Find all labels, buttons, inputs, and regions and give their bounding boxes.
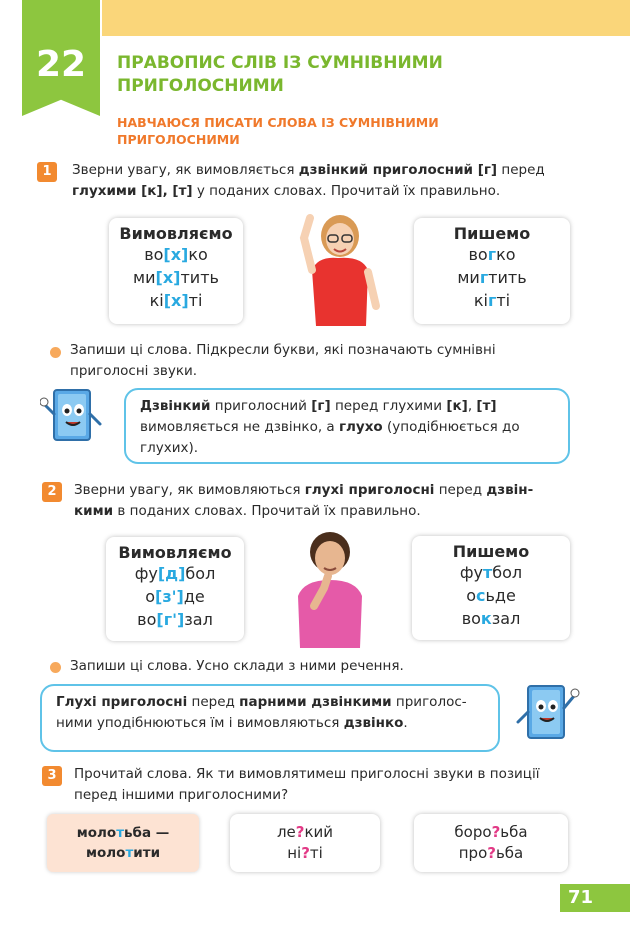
word-line: вогко xyxy=(468,245,516,264)
word-line: боро?ьба xyxy=(454,823,528,841)
lesson-subtitle: НАВЧАЮСЯ ПИСАТИ СЛОВА ІЗ СУМНІВНИМИ ПРИГОЛОСНИМИ xyxy=(117,115,439,147)
book-mascot-icon xyxy=(512,678,582,748)
task1-exercise: Запиши ці слова. Підкресли букви, які позначають сумнівні приголосні звуки. xyxy=(70,342,496,379)
book-mascot-icon xyxy=(40,384,106,448)
card-heading: Пишемо xyxy=(453,224,531,243)
page-number: 71 xyxy=(560,884,630,912)
task3-instruction: Прочитай слова. Як ти вимовлятимеш приголосні звуки в позиції перед іншими приголосними? xyxy=(74,766,540,803)
word-line: кігті xyxy=(473,291,511,310)
rule-bubble-2: Глухі приголосні перед парними дзвінкими приголос- ними уподібнюються їм і вимовляються дзвінко. xyxy=(40,684,500,752)
word-line: во[х]ко xyxy=(144,245,208,264)
word-line: кі[х]ті xyxy=(149,291,203,310)
word-card xyxy=(414,814,568,872)
bullet-dot xyxy=(50,662,61,673)
word-line: мигтить xyxy=(457,268,527,287)
write-card xyxy=(414,218,570,324)
word-card xyxy=(230,814,380,872)
word-line: футбол xyxy=(459,563,523,582)
word-line: ми[х]тить xyxy=(133,268,219,287)
task1-instruction: Зверни увагу, як вимовляється дзвінкий приголосний [г] перед глухими [к], [т] у поданих словах. Прочитай їх правильно. xyxy=(72,162,545,199)
pronounce-card xyxy=(106,537,244,641)
task-number: 3 xyxy=(42,766,62,786)
rule-bubble-1: Дзвінкий приголосний [г] перед глухими [к], [т] вимовляється не дзвінко, а глухо (уподібнюється до глухих). xyxy=(124,388,570,464)
example-card: молотьба — молотити xyxy=(47,814,199,872)
lesson-title: ПРАВОПИС СЛІВ ІЗ СУМНІВНИМИ ПРИГОЛОСНИМИ xyxy=(117,53,443,96)
boy-illustration xyxy=(288,526,370,652)
header-band xyxy=(102,0,630,36)
word-line: ле?кий xyxy=(276,823,334,841)
task-number: 2 xyxy=(42,482,62,502)
card-heading: Пишемо xyxy=(452,542,530,561)
write-card xyxy=(412,536,570,640)
word-line: про?ьба xyxy=(458,844,524,862)
lesson-number: 22 xyxy=(35,44,87,85)
girl-illustration xyxy=(290,208,386,330)
task-number: 1 xyxy=(37,162,57,182)
task2-instruction: Зверни увагу, як вимовляються глухі приголосні перед дзвін- кими в поданих словах. Прочитай їх правильно. xyxy=(74,482,534,519)
word-line: о[з']де xyxy=(145,587,205,606)
word-line: вокзал xyxy=(461,609,521,628)
word-line: ні?ті xyxy=(287,844,323,862)
card-heading: Вимовляємо xyxy=(118,543,232,562)
bullet-dot xyxy=(50,347,61,358)
card-heading: Вимовляємо xyxy=(119,224,233,243)
word-line: фу[д]бол xyxy=(134,564,216,583)
task2-exercise: Запиши ці слова. Усно склади з ними речення. xyxy=(70,658,404,674)
word-line: во[г']зал xyxy=(137,610,213,629)
pronounce-card xyxy=(109,218,243,324)
word-line: осьде xyxy=(466,586,516,605)
